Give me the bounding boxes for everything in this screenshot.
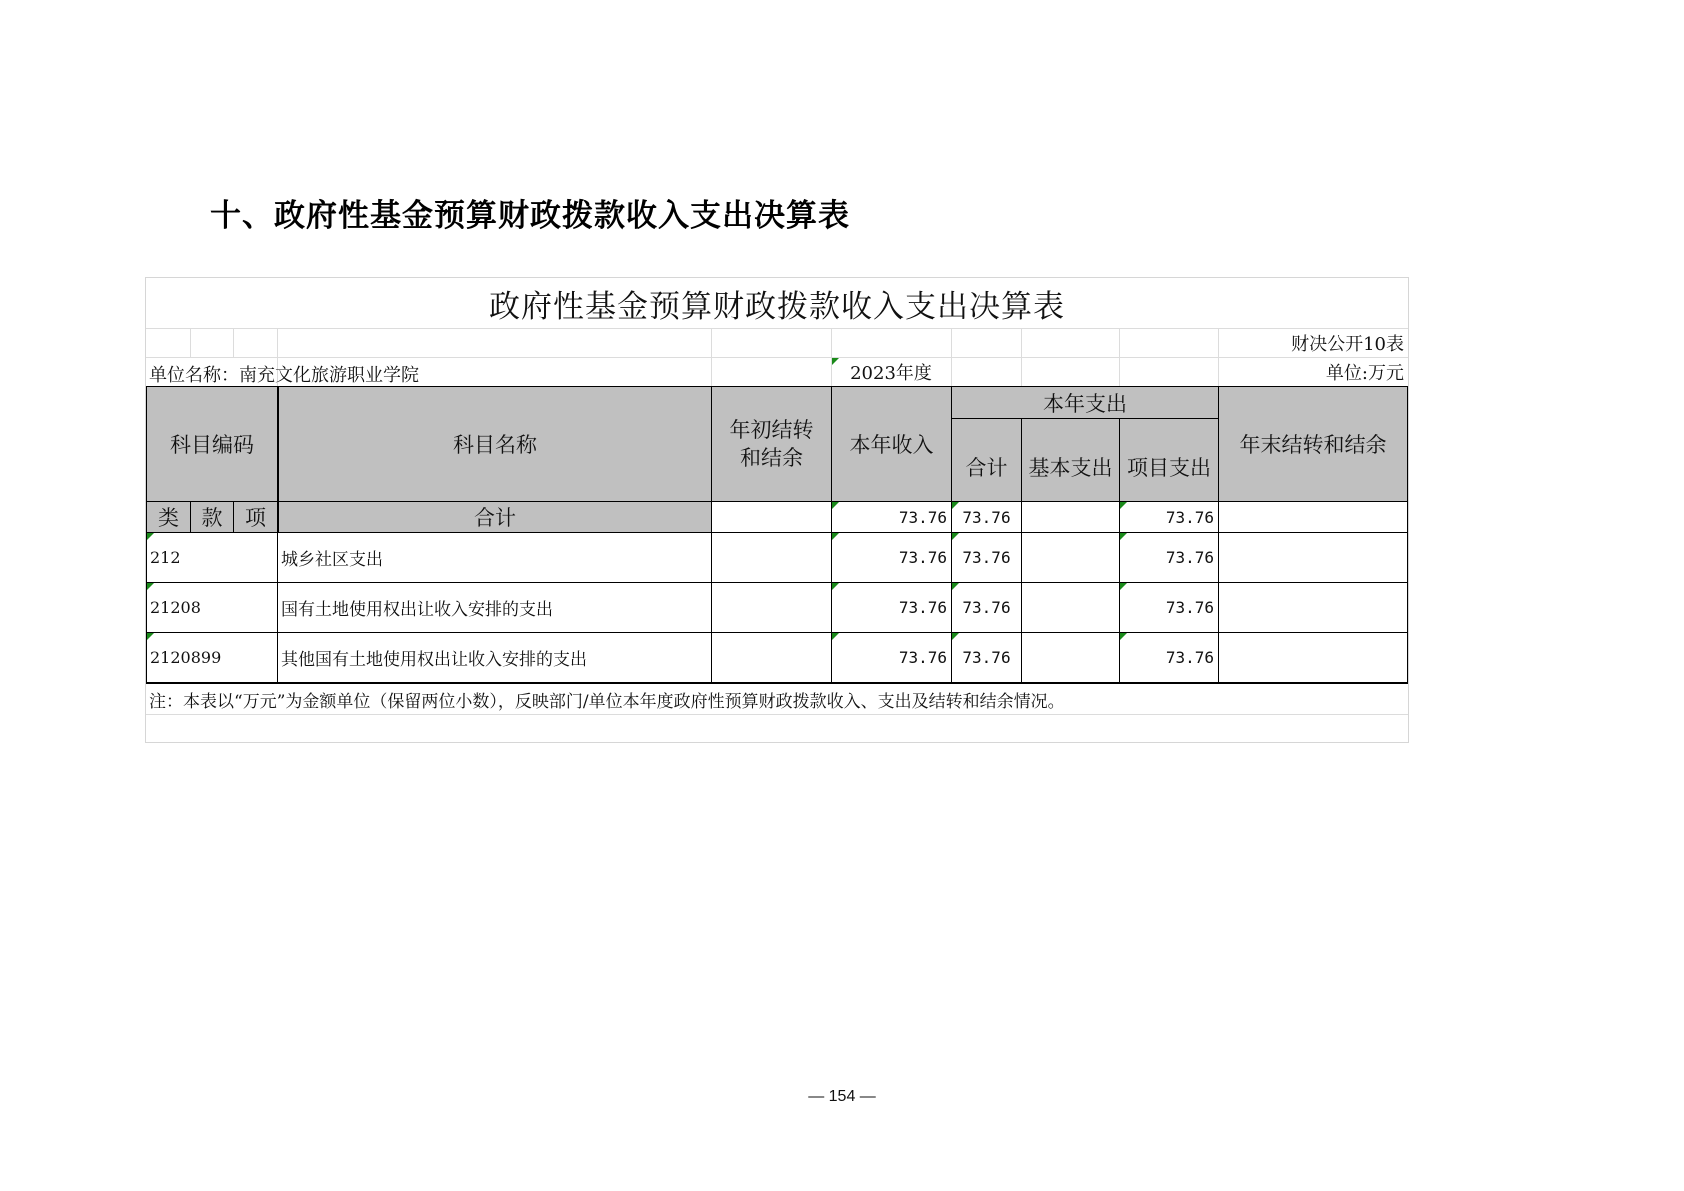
total-expense-total: 73.76 xyxy=(951,501,1022,533)
row-3-expense-project: 73.76 xyxy=(1119,632,1219,684)
row-2-opening xyxy=(711,582,832,633)
row-1-expense-project: 73.76 xyxy=(1119,532,1219,583)
header-expense-total: 合计 xyxy=(951,418,1022,502)
header-expense-basic: 基本支出 xyxy=(1021,418,1120,502)
header-expense-project: 项目支出 xyxy=(1119,418,1219,502)
header-kuan: 款 xyxy=(190,501,234,533)
row-1-expense-basic xyxy=(1021,532,1120,583)
row-2-income: 73.76 xyxy=(831,582,952,633)
row-3-expense-basic xyxy=(1021,632,1120,684)
header-closing: 年末结转和结余 xyxy=(1218,386,1408,502)
row-1-name: 城乡社区支出 xyxy=(277,532,712,583)
row-1-income: 73.76 xyxy=(831,532,952,583)
row-1-closing xyxy=(1218,532,1408,583)
row-2-code: 21208 xyxy=(146,582,278,633)
header-income: 本年收入 xyxy=(831,386,952,502)
header-opening: 年初结转和结余 xyxy=(711,386,832,502)
table-note: 注：本表以“万元”为金额单位（保留两位小数），反映部门/单位本年度政府性预算财政拨款收入、支出及结转和结余情况。 xyxy=(149,691,1065,712)
header-xiang: 项 xyxy=(233,501,278,533)
header-lei: 类 xyxy=(146,501,191,533)
row-3-closing xyxy=(1218,632,1408,684)
header-code: 科目编码 xyxy=(146,386,278,502)
row-2-name: 国有土地使用权出让收入安排的支出 xyxy=(277,582,712,633)
total-row-label: 合计 xyxy=(277,501,712,533)
row-1-expense-total: 73.76 xyxy=(951,532,1022,583)
header-expense-group: 本年支出 xyxy=(951,386,1219,419)
row-3-code: 2120899 xyxy=(146,632,278,684)
row-2-expense-project: 73.76 xyxy=(1119,582,1219,633)
document-heading: 十、政府性基金预算财政拨款收入支出决算表 xyxy=(210,198,850,234)
unit-label: 单位:万元 xyxy=(1325,362,1404,384)
header-name: 科目名称 xyxy=(277,386,712,502)
row-2-expense-total: 73.76 xyxy=(951,582,1022,633)
row-2-closing xyxy=(1218,582,1408,633)
row-2-expense-basic xyxy=(1021,582,1120,633)
fiscal-year: 2023年度 xyxy=(850,362,932,384)
row-3-expense-total: 73.76 xyxy=(951,632,1022,684)
total-opening xyxy=(711,501,832,533)
row-1-code: 212 xyxy=(146,532,278,583)
row-1-opening xyxy=(711,532,832,583)
row-3-name: 其他国有土地使用权出让收入安排的支出 xyxy=(277,632,712,684)
total-income: 73.76 xyxy=(831,501,952,533)
total-closing xyxy=(1218,501,1408,533)
total-expense-project: 73.76 xyxy=(1119,501,1219,533)
table-title: 政府性基金预算财政拨款收入支出决算表 xyxy=(489,288,1065,325)
page-number: — 154 — xyxy=(808,1088,876,1105)
row-3-opening xyxy=(711,632,832,684)
total-expense-basic xyxy=(1021,501,1120,533)
unit-name: 单位名称：南充文化旅游职业学院 xyxy=(149,364,419,386)
spreadsheet-table xyxy=(145,277,1409,743)
form-number: 财决公开10表 xyxy=(1291,333,1404,355)
row-3-income: 73.76 xyxy=(831,632,952,684)
